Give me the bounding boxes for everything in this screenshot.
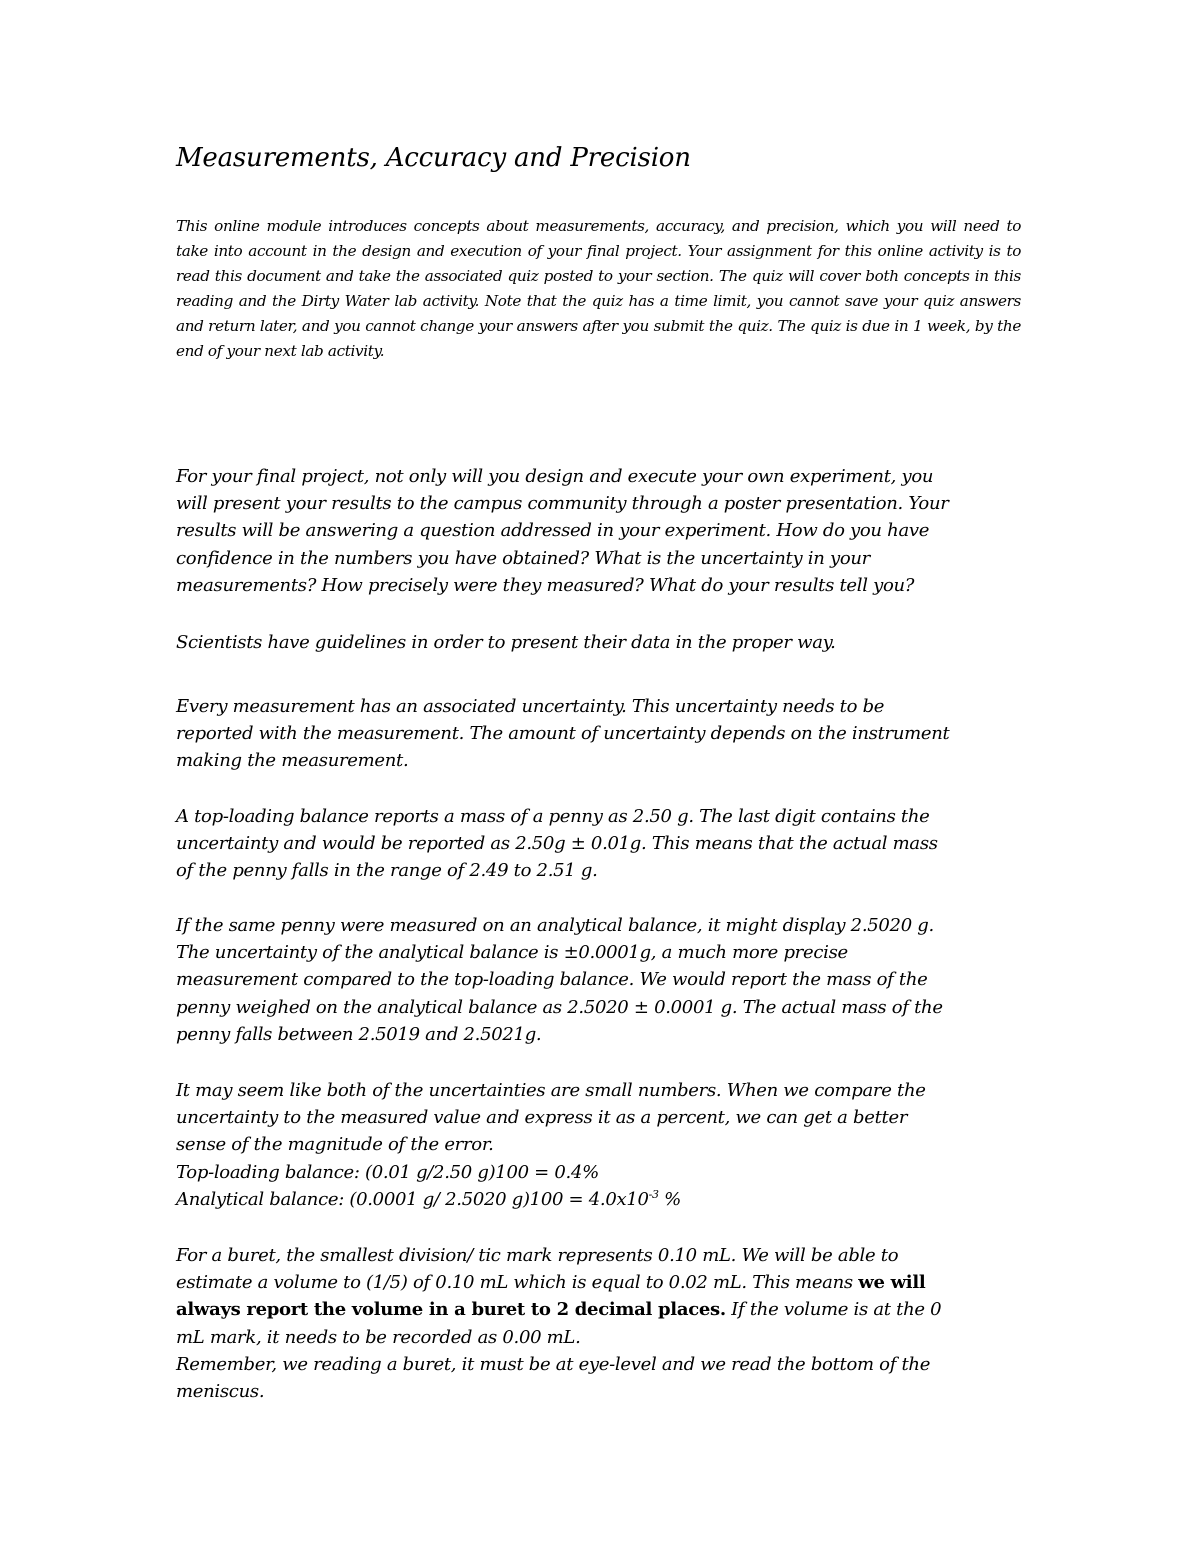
text-line: penny falls between 2.5019 and 2.5021g. xyxy=(176,1023,542,1045)
uncertainty-paragraph xyxy=(176,693,1026,775)
text-line: results will be answering a question addressed in your experiment. How do you have xyxy=(176,520,930,542)
text-line xyxy=(176,1296,1026,1323)
text-line: of the penny falls in the range of 2.49 to 2.51 g. xyxy=(176,860,598,882)
text-line: sense of the magnitude of the error. xyxy=(176,1134,494,1156)
text-line: mL mark, it needs to be recorded as 0.00 mL. xyxy=(176,1326,581,1348)
text-line: meniscus. xyxy=(176,1381,265,1403)
text-line: reported with the measurement. The amount of uncertainty depends on the instrument xyxy=(176,723,950,745)
text-line: The uncertainty of the analytical balance is ±0.0001g, a much more precise xyxy=(176,942,848,964)
exponent: -3 xyxy=(648,1187,659,1201)
final-project-paragraph xyxy=(176,463,1026,599)
text-line xyxy=(176,1269,1026,1296)
text-line: A top-loading balance reports a mass of a penny as 2.50 g. The last digit contains the xyxy=(176,806,930,827)
text-line: For your final project, not only will you design and execute your own experiment, you xyxy=(176,466,934,487)
text-line: Remember, we reading a buret, it must be at eye-level and we read the bottom of the xyxy=(176,1353,931,1375)
text-line: uncertainty and would be reported as 2.50g ± 0.01g. This means that the actual mass xyxy=(176,833,938,855)
analytical-paragraph xyxy=(176,912,1026,1048)
document-title: Measurements, Accuracy and Precision xyxy=(176,143,691,173)
analytical-calc-suffix: % xyxy=(658,1188,681,1210)
text-run: estimate a volume to (1/5) of 0.10 mL which is equal to 0.02 mL. This means xyxy=(176,1272,859,1294)
text-line: measurement compared to the top-loading balance. We would report the mass of the xyxy=(176,969,928,991)
text-line: Top-loading balance: (0.01 g/2.50 g)100 = 0.4% xyxy=(176,1161,599,1183)
analytical-calc-text: Analytical balance: (0.0001 g/ 2.5020 g)100 = 4.0x10 xyxy=(176,1188,649,1210)
bold-text: we will xyxy=(858,1272,926,1294)
text-line: uncertainty to the measured value and express it as a percent, we can get a better xyxy=(176,1107,908,1129)
analytical-calc-line xyxy=(176,1186,1026,1213)
text-line: penny weighed on the analytical balance as 2.5020 ± 0.0001 g. The actual mass of the xyxy=(176,996,943,1018)
text-line: If the same penny were measured on an analytical balance, it might display 2.5020 g. xyxy=(176,915,934,936)
comparison-paragraph xyxy=(176,1077,1026,1213)
text-line: confidence in the numbers you have obtained? What is the uncertainty in your xyxy=(176,547,870,569)
text-line: measurements? How precisely were they measured? What do your results tell you? xyxy=(176,574,915,596)
buret-paragraph xyxy=(176,1242,1026,1405)
text-line: making the measurement. xyxy=(176,750,409,772)
bold-text: always report the volume in a buret to 2 decimal places. xyxy=(176,1299,726,1321)
guidelines-paragraph xyxy=(176,629,1026,656)
text-line: It may seem like both of the uncertainties are small numbers. When we compare the xyxy=(176,1080,926,1101)
text-line: Every measurement has an associated uncertainty. This uncertainty needs to be xyxy=(176,696,885,717)
text-line: For a buret, the smallest division/ tic mark represents 0.10 mL. We will be able to xyxy=(176,1245,899,1266)
text-line: will present your results to the campus community through a poster presentation. Your xyxy=(176,493,949,515)
top-loading-paragraph xyxy=(176,803,1026,885)
intro-paragraph: This online module introduces concepts about measurements, accuracy, and precision, which you will need to take into account in the design and execution of your final project. Your assignment for this online activity is to read this document and take the associated quiz posted to your section. The quiz will cover both concepts in this reading and the Dirty Water lab activity. Note that the quiz has a time limit, you cannot save your quiz answers and return later, and you cannot change your answers after you submit the quiz. The quiz is due in 1 week, by the end of your next lab activity. xyxy=(176,217,1021,360)
text-run: If the volume is at the 0 xyxy=(725,1299,942,1321)
text-line: Scientists have guidelines in order to present their data in the proper way. xyxy=(176,632,836,653)
